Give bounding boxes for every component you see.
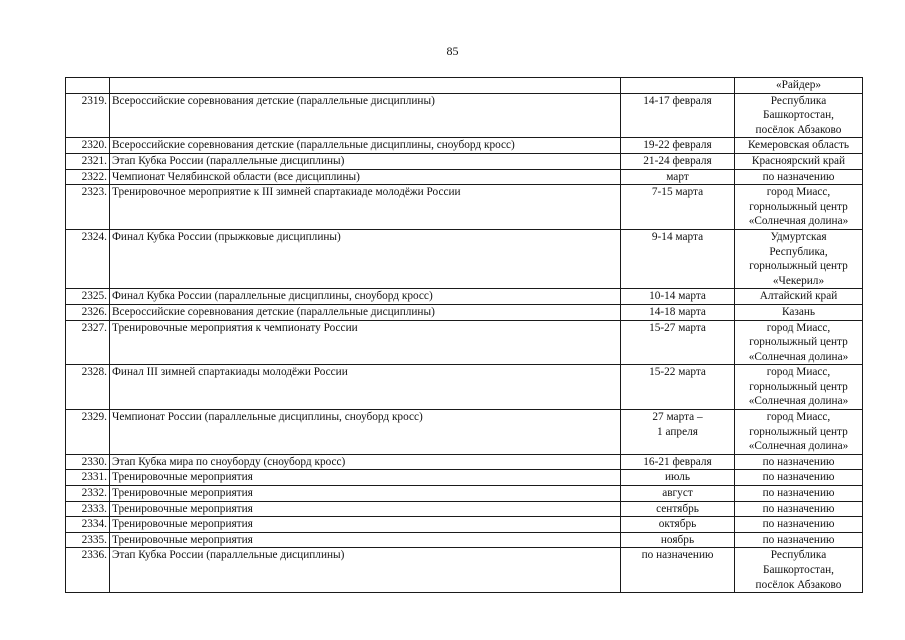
continuation-row — [66, 78, 863, 94]
row-number: 2330. — [66, 454, 110, 470]
event-place: город Миасс, горнолыжный центр «Солнечная долина» — [735, 320, 863, 365]
event-place: по назначению — [735, 517, 863, 533]
event-place: Алтайский край — [735, 289, 863, 305]
table-row — [66, 548, 863, 593]
event-name: Тренировочное мероприятие к III зимней спартакиаде молодёжи России — [110, 185, 621, 230]
event-place: город Миасс, горнолыжный центр «Солнечная долина» — [735, 365, 863, 410]
event-name: Финал Кубка России (прыжковые дисциплины) — [110, 229, 621, 288]
table-row — [66, 289, 863, 305]
event-date: по назначению — [621, 548, 735, 593]
table-row — [66, 410, 863, 455]
event-place: по назначению — [735, 532, 863, 548]
table-row — [66, 454, 863, 470]
event-date: ноябрь — [621, 532, 735, 548]
event-date: 15-27 марта — [621, 320, 735, 365]
table-row — [66, 185, 863, 230]
table-row — [66, 304, 863, 320]
event-name: Финал Кубка России (параллельные дисциплины, сноуборд кросс) — [110, 289, 621, 305]
event-date: 19-22 февраля — [621, 138, 735, 154]
event-date: 10-14 марта — [621, 289, 735, 305]
event-date: август — [621, 486, 735, 502]
event-place: город Миасс, горнолыжный центр «Солнечная долина» — [735, 410, 863, 455]
event-date: март — [621, 169, 735, 185]
event-place: город Миасс, горнолыжный центр «Солнечная долина» — [735, 185, 863, 230]
events-table-body — [66, 78, 863, 593]
row-number: 2327. — [66, 320, 110, 365]
event-date: 27 марта – 1 апреля — [621, 410, 735, 455]
row-number: 2334. — [66, 517, 110, 533]
table-row — [66, 365, 863, 410]
event-name: Этап Кубка России (параллельные дисциплины) — [110, 153, 621, 169]
event-place: по назначению — [735, 501, 863, 517]
event-place: Красноярский край — [735, 153, 863, 169]
row-number: 2319. — [66, 93, 110, 138]
event-place: «Райдер» — [735, 78, 863, 94]
event-date: 16-21 февраля — [621, 454, 735, 470]
event-place: Казань — [735, 304, 863, 320]
table-row — [66, 93, 863, 138]
event-name — [110, 78, 621, 94]
event-name: Тренировочные мероприятия — [110, 501, 621, 517]
event-name: Всероссийские соревнования детские (параллельные дисциплины) — [110, 93, 621, 138]
event-date: 9-14 марта — [621, 229, 735, 288]
event-date: июль — [621, 470, 735, 486]
row-number: 2325. — [66, 289, 110, 305]
event-name: Финал III зимней спартакиады молодёжи России — [110, 365, 621, 410]
table-row — [66, 501, 863, 517]
row-number: 2332. — [66, 486, 110, 502]
row-number: 2323. — [66, 185, 110, 230]
table-row — [66, 153, 863, 169]
page-number: 85 — [446, 44, 459, 58]
event-name: Всероссийские соревнования детские (параллельные дисциплины, сноуборд кросс) — [110, 138, 621, 154]
event-date: сентябрь — [621, 501, 735, 517]
row-number: 2328. — [66, 365, 110, 410]
event-date — [621, 78, 735, 94]
event-name: Тренировочные мероприятия — [110, 470, 621, 486]
table-row — [66, 138, 863, 154]
event-name: Тренировочные мероприятия — [110, 532, 621, 548]
row-number: 2331. — [66, 470, 110, 486]
event-name: Всероссийские соревнования детские (параллельные дисциплины) — [110, 304, 621, 320]
event-date: октябрь — [621, 517, 735, 533]
event-place: Удмуртская Республика, горнолыжный центр «Чекерил» — [735, 229, 863, 288]
row-number: 2324. — [66, 229, 110, 288]
event-name: Чемпионат России (параллельные дисциплины, сноуборд кросс) — [110, 410, 621, 455]
event-name: Этап Кубка мира по сноуборду (сноуборд кросс) — [110, 454, 621, 470]
event-place: по назначению — [735, 169, 863, 185]
event-place: Кемеровская область — [735, 138, 863, 154]
row-number: 2336. — [66, 548, 110, 593]
event-date: 15-22 марта — [621, 365, 735, 410]
table-row — [66, 517, 863, 533]
row-number: 2329. — [66, 410, 110, 455]
row-number: 2321. — [66, 153, 110, 169]
row-number: 2320. — [66, 138, 110, 154]
table-row — [66, 320, 863, 365]
row-number: 2335. — [66, 532, 110, 548]
event-name: Тренировочные мероприятия — [110, 517, 621, 533]
row-number: 2326. — [66, 304, 110, 320]
event-place: по назначению — [735, 470, 863, 486]
event-place: по назначению — [735, 486, 863, 502]
table-row — [66, 470, 863, 486]
event-date: 7-15 марта — [621, 185, 735, 230]
row-number: 2322. — [66, 169, 110, 185]
table-row — [66, 532, 863, 548]
event-name: Чемпионат Челябинской области (все дисциплины) — [110, 169, 621, 185]
events-table — [65, 77, 863, 593]
event-place: Республика Башкортостан, посёлок Абзаково — [735, 548, 863, 593]
event-date: 14-18 марта — [621, 304, 735, 320]
table-row — [66, 229, 863, 288]
event-name: Тренировочные мероприятия к чемпионату России — [110, 320, 621, 365]
event-name: Этап Кубка России (параллельные дисциплины) — [110, 548, 621, 593]
event-date: 21-24 февраля — [621, 153, 735, 169]
row-number — [66, 78, 110, 94]
table-row — [66, 486, 863, 502]
event-place: по назначению — [735, 454, 863, 470]
event-name: Тренировочные мероприятия — [110, 486, 621, 502]
event-place: Республика Башкортостан, посёлок Абзаково — [735, 93, 863, 138]
row-number: 2333. — [66, 501, 110, 517]
event-date: 14-17 февраля — [621, 93, 735, 138]
table-row — [66, 169, 863, 185]
